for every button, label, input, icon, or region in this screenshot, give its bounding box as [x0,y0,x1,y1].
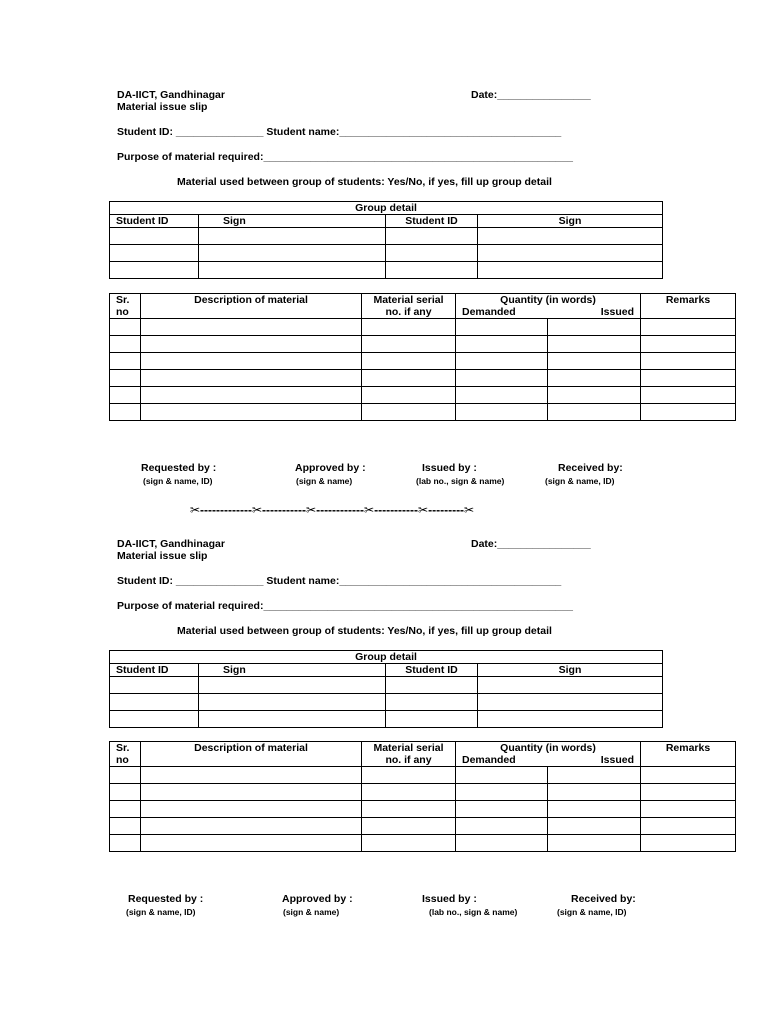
cell[interactable] [110,262,199,279]
cell[interactable] [641,336,736,353]
cell[interactable] [141,784,362,801]
cell[interactable] [141,801,362,818]
cell[interactable] [110,801,141,818]
group-row [110,228,663,245]
cell[interactable] [478,262,663,279]
date-field[interactable]: Date:________________ [471,89,591,101]
header-demanded: Demanded [462,754,516,766]
cell[interactable] [110,228,199,245]
cell[interactable] [456,818,548,835]
group-question: Material used between group of students: Yes/No, if yes, fill up group detail [177,625,552,637]
header-demanded: Demanded [462,306,516,318]
cell[interactable] [386,677,478,694]
cell[interactable] [362,801,456,818]
group-detail-table [109,650,663,728]
cell[interactable] [548,784,641,801]
group-header-sign: Sign [199,664,386,677]
cell[interactable] [110,336,141,353]
group-header-student-id-2: Student ID [386,215,478,228]
received-by-sub: (sign & name, ID) [545,476,615,486]
received-by-label: Received by: [571,893,636,905]
group-detail-title: Group detail [110,651,663,664]
material-table [109,741,736,852]
slip-title: Material issue slip [117,550,208,562]
cell[interactable] [478,245,663,262]
cell[interactable] [362,784,456,801]
cell[interactable] [110,835,141,852]
group-header-student-id: Student ID [110,215,199,228]
cell[interactable] [456,319,548,336]
date-field[interactable]: Date:________________ [471,538,591,550]
approved-by-label: Approved by : [295,462,366,474]
cell[interactable] [362,353,456,370]
requested-by-label: Requested by : [128,893,204,905]
header-issued: Issued [600,306,634,318]
cell[interactable] [199,694,386,711]
header-quantity [456,742,641,767]
cell[interactable] [548,835,641,852]
cell[interactable] [456,801,548,818]
cell[interactable] [641,784,736,801]
material-row [110,370,736,387]
header-quantity [456,294,641,319]
institute-name: DA-IICT, Gandhinagar [117,538,225,550]
cell[interactable] [141,370,362,387]
cell[interactable] [110,711,199,728]
cell[interactable] [141,319,362,336]
cell[interactable] [548,319,641,336]
cell[interactable] [199,262,386,279]
student-info-line[interactable]: Student ID: _______________ Student name:______________________________________ [117,126,562,138]
cell[interactable] [141,336,362,353]
cell[interactable] [386,694,478,711]
cell[interactable] [548,404,641,421]
cell[interactable] [362,336,456,353]
purpose-line[interactable]: Purpose of material required:_____________________________________________________ [117,151,573,163]
group-detail-table [109,201,663,279]
issued-by-sub: (lab no., sign & name) [416,476,505,486]
material-row [110,818,736,835]
issued-by-label: Issued by : [422,893,477,905]
requested-by-sub: (sign & name, ID) [143,476,213,486]
issued-by-label: Issued by : [422,462,477,474]
group-header-student-id: Student ID [110,664,199,677]
cell[interactable] [548,801,641,818]
cell[interactable] [386,228,478,245]
cell[interactable] [456,387,548,404]
cell[interactable] [110,677,199,694]
cell[interactable] [199,711,386,728]
cell[interactable] [478,228,663,245]
cell[interactable] [478,694,663,711]
approved-by-sub: (sign & name) [296,476,353,486]
cell[interactable] [362,404,456,421]
student-info-line[interactable]: Student ID: _______________ Student name:______________________________________ [117,575,562,587]
cell[interactable] [641,818,736,835]
cell[interactable] [199,677,386,694]
cell[interactable] [456,404,548,421]
cell[interactable] [141,818,362,835]
header-description: Description of material [141,742,362,767]
cell[interactable] [548,336,641,353]
group-row [110,711,663,728]
cell[interactable] [199,228,386,245]
cell[interactable] [456,767,548,784]
cell[interactable] [110,319,141,336]
group-row [110,262,663,279]
slip-title: Material issue slip [117,101,208,113]
cell[interactable] [456,353,548,370]
material-row [110,387,736,404]
purpose-line[interactable]: Purpose of material required:_____________________________________________________ [117,600,573,612]
cell[interactable] [456,370,548,387]
cell[interactable] [110,245,199,262]
header-serial: Material serial no. if any [362,294,456,319]
header-serial: Material serial no. if any [362,742,456,767]
header-issued: Issued [600,754,634,766]
cell[interactable] [141,835,362,852]
cell[interactable] [386,711,478,728]
requested-by-sub: (sign & name, ID) [126,907,196,917]
material-row [110,404,736,421]
requested-by-label: Requested by : [141,462,217,474]
cell[interactable] [110,818,141,835]
cell[interactable] [362,835,456,852]
material-row [110,784,736,801]
material-row [110,801,736,818]
header-quantity-title: Quantity (in words) [500,742,596,754]
group-question: Material used between group of students: Yes/No, if yes, fill up group detail [177,176,552,188]
issued-by-sub: (lab no., sign & name) [429,907,518,917]
header-quantity-title: Quantity (in words) [500,294,596,306]
header-description: Description of material [141,294,362,319]
material-row [110,336,736,353]
received-by-sub: (sign & name, ID) [557,907,627,917]
cell[interactable] [110,767,141,784]
cell[interactable] [362,319,456,336]
material-row [110,319,736,336]
cell[interactable] [641,387,736,404]
cell[interactable] [456,835,548,852]
cell[interactable] [641,370,736,387]
header-sr-no: Sr. no [110,742,141,767]
cell[interactable] [548,370,641,387]
institute-name: DA-IICT, Gandhinagar [117,89,225,101]
group-detail-title: Group detail [110,202,663,215]
cell[interactable] [141,353,362,370]
cell[interactable] [110,694,199,711]
cell[interactable] [110,404,141,421]
scissors-cut-line: ✂-------------✂-----------✂------------✂-----------✂---------✂ [190,503,475,517]
cell[interactable] [110,387,141,404]
cell[interactable] [478,677,663,694]
group-header-sign: Sign [199,215,386,228]
cell[interactable] [141,404,362,421]
cell[interactable] [110,784,141,801]
group-header-sign-2: Sign [478,664,663,677]
cell[interactable] [548,353,641,370]
cell[interactable] [456,336,548,353]
group-row [110,694,663,711]
header-sr-no: Sr. no [110,294,141,319]
header-remarks: Remarks [641,294,736,319]
cell[interactable] [362,767,456,784]
cell[interactable] [478,711,663,728]
cell[interactable] [386,245,478,262]
cell[interactable] [362,370,456,387]
cell[interactable] [141,767,362,784]
cell[interactable] [641,404,736,421]
material-row [110,835,736,852]
group-header-student-id-2: Student ID [386,664,478,677]
material-row [110,353,736,370]
material-table [109,293,736,421]
cell[interactable] [641,835,736,852]
cell[interactable] [548,818,641,835]
cell[interactable] [199,245,386,262]
cell[interactable] [548,767,641,784]
cell[interactable] [641,801,736,818]
cell[interactable] [641,353,736,370]
cell[interactable] [141,387,362,404]
group-row [110,245,663,262]
material-row [110,767,736,784]
cell[interactable] [110,370,141,387]
header-remarks: Remarks [641,742,736,767]
cell[interactable] [110,353,141,370]
cell[interactable] [362,387,456,404]
group-row [110,677,663,694]
cell[interactable] [548,387,641,404]
received-by-label: Received by: [558,462,623,474]
cell[interactable] [362,818,456,835]
cell[interactable] [641,319,736,336]
cell[interactable] [641,767,736,784]
cell[interactable] [386,262,478,279]
approved-by-label: Approved by : [282,893,353,905]
approved-by-sub: (sign & name) [283,907,340,917]
group-header-sign-2: Sign [478,215,663,228]
cell[interactable] [456,784,548,801]
